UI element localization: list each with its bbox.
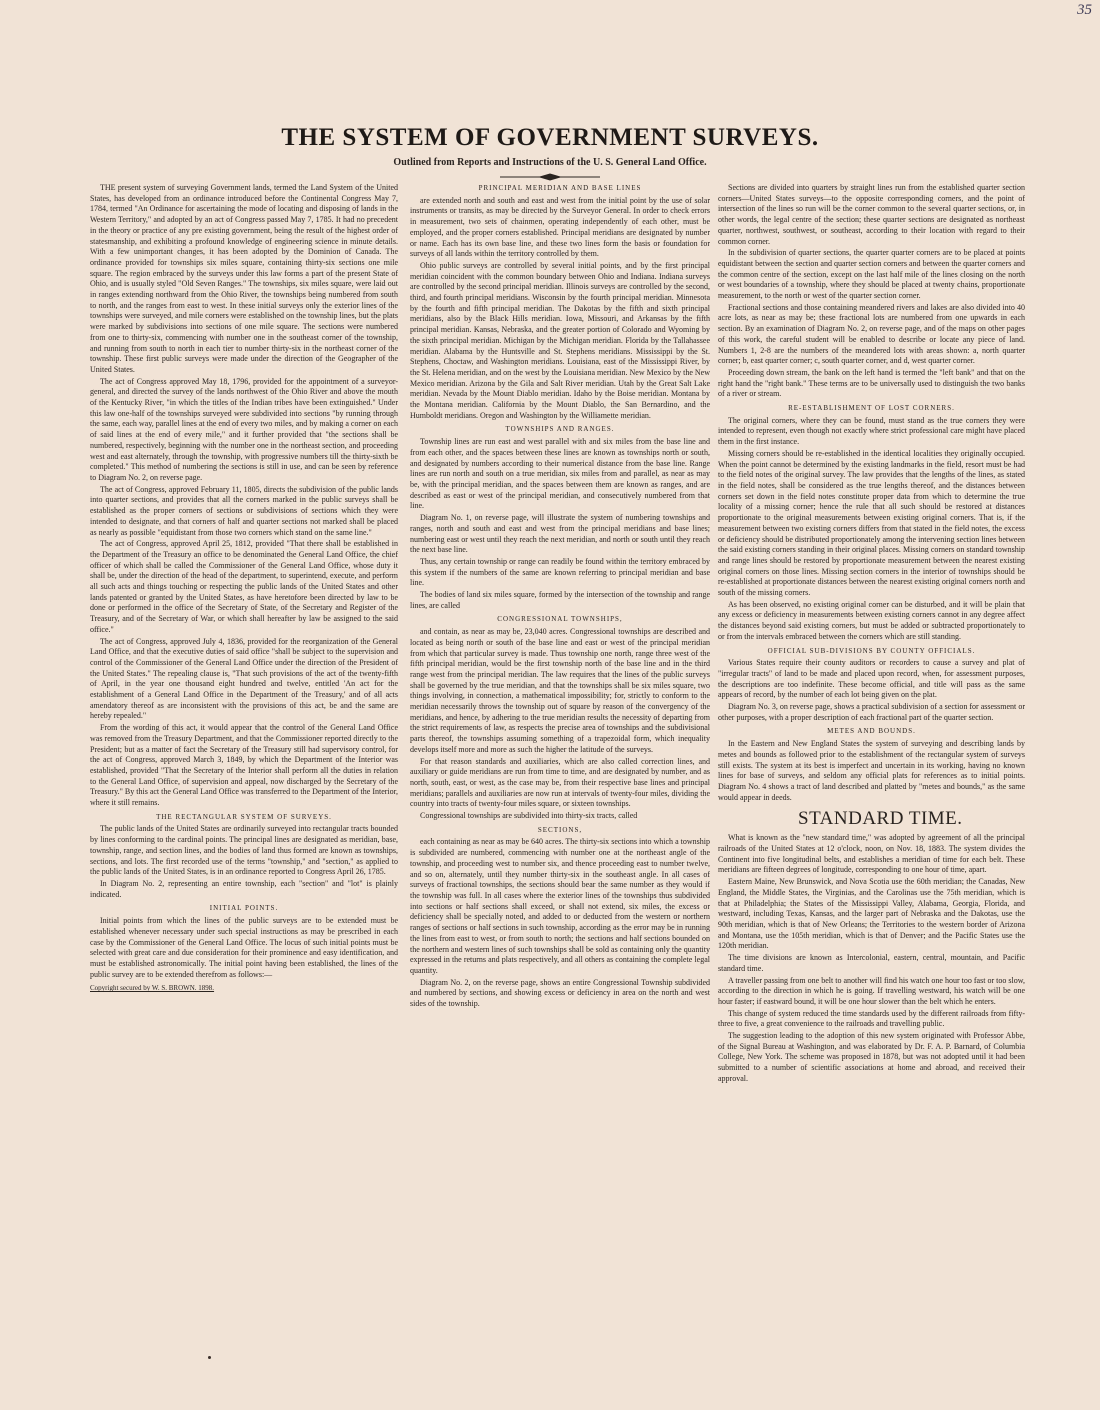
paragraph: THE present system of surveying Government lands, termed the Land System of the United States, has developed from an ordinance introduced before the Continental Congress May 7, 1784, termed "An Ordinance for ascertaining the mode of locating and disposing of lands in the Western Territory," and adopted by an act of Congress passed May 7, 1785. It had no precedent in the theory or practice of any pre existing government, being the result of the highest order of statesmanship, and exhibiting a profound knowledge of engineering science in minute details. With a few unimportant changes, it has been adopted by the Dominion of Canada. The ordinance provided for townships six miles square, containing thirty-six sections one mile square. The region embraced by the surveys under this law forms a part of the present State of Ohio, and is usually styled "Old Seven Ranges." The townships, six miles square, were laid out in ranges extending northward from the Ohio River, the townships being numbered from south to north, and the ranges from east to west. In these initial surveys only the exterior lines of the townships were surveyed, and mile corners were established on the township lines, but the plats were marked by subdivisions into sections of one mile square. The sections were numbered from one to thirty-six, commencing with number one in the southeast corner of the township, and running from south to north in each tier to number thirty-six in the northeast corner of the township. These first public surveys were made under the direction of the Geographer of the United States. <box>90 183 398 374</box>
paragraph: In the Eastern and New England States the system of surveying and describing lands by metes and bounds as followed prior to the establishment of the rectangular system of surveys still exists. The system at its best is imperfect and uncertain in its working, having no known lines for base of surveys, and seldom any official plats for references as to initial points. Diagram No. 4 shows a tract of land described and platted by "metes and bounds," as the same would appear in deeds. <box>718 739 1025 802</box>
paragraph: For that reason standards and auxiliaries, which are also called correction lines, and auxiliary or guide meridians are run from time to time, and are designated by number, and as north, south, east, or west, as the case may be, from their respective base lines and principal meridians; parallels and auxiliaries are now run at intervals of twenty-four miles, dividing the country into tracts of twenty-four miles square, or sixteen townships. <box>410 756 710 809</box>
section-heading: TOWNSHIPS AND RANGES. <box>505 425 615 434</box>
paragraph: and contain, as near as may be, 23,040 acres. Congressional townships are described and located as being north or south of the base line and east or west of the principal meridian from which that particular survey is made. Thus township one north, range three west of the fifth principal meridian, would be the first township north of the base line and in the third range west from the principal meridian. The law requires that the lines of the public surveys shall be governed by the true meridian, and that the townships shall be six miles square, two things involving, in connection, a mathematical impossibility; for, strictly to conform to the meridian necessarily throws the township out of square by reason of the convergency of the meridians, and hence, by adhering to the true meridian results the necessity of departing from the strict requirements of law, as respects the precise area of townships and the subdivisional parts thereof, the townships assuming something of a trapezoidal form, which inequality develops itself more and more as such the higher the latitude of the surveys. <box>410 627 710 754</box>
page-title: THE SYSTEM OF GOVERNMENT SURVEYS. <box>281 124 819 151</box>
paragraph: This change of system reduced the time standards used by the different railroads from fifty-three to five, a great convenience to the railroads and travelling public. <box>718 1008 1025 1029</box>
paragraph: Various States require their county auditors or recorders to cause a survey and plat of "irregular tracts" of land to be made and placed upon record, when, for assessment purposes, the descriptions are too indefinite. These become official, and title will pass as the same appears of record, by the number of each lot being given on the plat. <box>718 658 1025 700</box>
paragraph: The suggestion leading to the adoption of this new system originated with Professor Abbe, of the Signal Bureau at Washington, and was elaborated by Dr. F. A. P. Barnard, of Columbia College, New York. The scheme was proposed in 1878, but was not adopted until it had been submitted to a number of scientific associations at home and abroad, and received their approval. <box>718 1031 1025 1083</box>
text-column-3 <box>718 183 1025 1261</box>
copyright-notice: Copyright secured by W. S. BROWN. 1898. <box>90 984 215 993</box>
paragraph: Missing corners should be re-established in the identical localities they originally occupied. When the point cannot be determined by the existing landmarks in the field, resort must be had to the field notes of the original survey. The law provides that the lengths of the lines, as stated in the field notes, shall be considered as the true lengths thereof, and the distances between corners set down in the field notes constitute proper data from which to determine the true locality of a missing corner; hence the rule that all such should be restored at distances proportionate to the original measurements between existing original corners. That is, if the measurement between two existing corners differs from that stated in the field notes, the excess or deficiency should be distributed proportionately among the intervening section lines between the said existing corners standing in their original places. Missing corners on standard township and range lines should be restored by proportionate measurement between the nearest existing original corners on those lines. Missing section corners in the interior of townships should be re-established at proportionate distances between the nearest existing original corners north and south of the missing corners. <box>718 448 1025 598</box>
section-heading: RE-ESTABLISHMENT OF LOST CORNERS. <box>788 404 955 413</box>
paragraph: Proceeding down stream, the bank on the left hand is termed the "left bank" and that on the right hand the "right bank." These terms are to be universally used to distinguish the two banks of a river or stream. <box>718 367 1025 399</box>
paragraph: are extended north and south and east and west from the initial point by the use of solar instruments or transits, as may be directed by the Surveyor General. In order to check errors in measurement, two sets of chainmen, operating independently of each other, must be employed, and the proper corners established. Principal meridians are designated by number or name. Each has its own base line, and these two lines form the basis or foundation for surveys of all lands within the territory controlled by them. <box>410 195 710 259</box>
section-heading: SECTIONS, <box>537 825 583 834</box>
paragraph: The act of Congress, approved July 4, 1836, provided for the reorganization of the General Land Office, and that the executive duties of said office "shall be subject to the supervision and control of the Commissioner of the General Land Office under the direction of the President of the United States." The repealing clause is, "That such provisions of the act of the twenty-fifth of April, in the year one thousand eight hundred and twelve, entitled 'An act for the establishment of a General Land Office in the Department of the Treasury,' and of all acts amendatory thereof as are inconsistent with the provisions of this act, be and the same are hereby repealed." <box>90 636 398 721</box>
paragraph: The original corners, where they can be found, must stand as the true corners they were intended to represent, even though not exactly where strict professional care might have placed them in the first instance. <box>718 415 1025 447</box>
paragraph: What is known as the "new standard time," was adopted by agreement of all the principal railroads of the United States at 12 o'clock, noon, on Nov. 18, 1883. The system divides the Continent into five longitudinal belts, and establishes a meridian of time for each belt. These meridians are fifteen degrees of longitude, corresponding to one hour of time, apart. <box>718 833 1025 875</box>
paragraph: The bodies of land six miles square, formed by the intersection of the township and range lines, are called <box>410 590 710 610</box>
paragraph: Sections are divided into quarters by straight lines run from the established quarter section corners—United States surveys—to the opposite corresponding corners, and the point of intersection of the lines so run will be the corner common to the several quarter sections, or, in other words, the legal centre of the section; these quarter sections are designated as northeast quarter, northwest, southwest, or southeast, according to their location with regard to their common corner. <box>718 183 1025 246</box>
section-heading: CONGRESSIONAL TOWNSHIPS, <box>497 615 623 624</box>
paragraph: Diagram No. 3, on reverse page, shows a practical subdivision of a section for assessment or other purposes, with a proper description of each fractional part of the quarter section. <box>718 702 1025 722</box>
standard-time-heading: STANDARD TIME. <box>798 808 963 830</box>
section-heading: INITIAL POINTS. <box>209 904 279 913</box>
paragraph: The act of Congress approved May 18, 1796, provided for the appointment of a surveyor-general, and directed the survey of the lands northwest of the Ohio River and above the mouth of the Kentucky River, "in which the titles of the Indian tribes have been extinguished." Under this law one-half of the townships surveyed were subdivided into sections "by running through the same, each way, parallel lines at the end of every two miles, and by making a corner on each of said lines at the end of every mile," and it further provided that "the sections shall be numbered, respectively, beginning with the number one in the northeast section, and proceeding west and east alternately, through the township, with progressive numbers till the thirty-sixth be completed." This method of numbering the sections is still in use, and can be seen by reference to Diagram No. 2, on reverse page. <box>90 376 398 482</box>
ink-dot <box>208 1356 211 1359</box>
paragraph: The public lands of the United States are ordinarily surveyed into rectangular tracts bounded by lines conforming to the cardinal points. The principal lines are designated as meridian, base, township, range, and section lines, and the bodies of land thus formed are known as townships, sections, and lots. The first recorded use of the terms "township," and "section," as applied to the public lands of the United States, is in an ordinance reported to Congress April 26, 1785. <box>90 824 398 877</box>
paragraph: The act of Congress, approved April 25, 1812, provided "That there shall be established in the Department of the Treasury an office to be denominated the General Land Office, the chief officer of which shall be called the Commissioner of the General Land Office, whose duty it shall be, under the direction of the head of the department, to superintend, execute, and perform all such acts and things touching or respecting the public lands of the United States and other lands patented or granted by the United States, as have heretofore been directed by law to be done or performed in the office of the Secretary of State, of the Secretary and Register of the Treasury, and of the Secretary of War, or which shall hereafter by law be assigned to the said office." <box>90 539 398 634</box>
section-heading: PRINCIPAL MERIDIAN AND BASE LINES <box>478 184 642 192</box>
paragraph: each containing as near as may be 640 acres. The thirty-six sections into which a township is subdivided are numbered, commencing with number one at the northeast angle of the township, and proceeding west to number six, and thence proceeding east to number twelve, and so on, alternately, until they number thirty-six in the southeast angle. In all cases of surveys of fractional townships, the sections should bear the same number as they would if the township was full. In all cases where the exterior lines of the townships thus subdivided into sections or half sections shall exceed, or shall not extend, six miles, the excess or deficiency shall be specially noted, and added to or deducted from the western or northern ranges of sections or half sections in such township, according as the error may be in running the lines from east to west, or from south to north; the sections and half sections bounded on the northern and western lines of such townships shall be sold as containing only the quantity expressed in the returns and plats respectively, and all others as containing the complete legal quantity. <box>410 837 710 975</box>
paragraph: As has been observed, no existing original corner can be disturbed, and it will be plain that any excess or deficiency in measurements between existing corners cannot in any degree affect the distances beyond said existing corners, but must be added or subtracted proportionately to or from the intervals embraced between the corners which are still standing. <box>718 599 1025 641</box>
paragraph: Eastern Maine, New Brunswick, and Nova Scotia use the 60th meridian; the Canadas, New England, the Middle States, the Virginias, and the Carolinas use the 75th meridian, which is that at Philadelphia; the States of the Mississippi Valley, Alabama, Georgia, Florida, and westward, including Texas, Kansas, and the larger part of Nebraska and the Dakotas, use the 90th meridian, which is that of New Orleans; the Territories to the western border of Arizona and Montana, use the 105th meridian, which is that of Denver; and the Pacific States use the 120th meridian. <box>718 877 1025 951</box>
paragraph: Ohio public surveys are controlled by several initial points, and by the first principal meridian coincident with the common boundary between Ohio and Indiana. Indiana surveys are controlled by the second principal meridian. Illinois surveys are controlled by the second, third, and fourth principal meridians. Wisconsin by the fourth principal meridian. Minnesota by the fourth and fifth principal meridian. The Dakotas by the fifth and sixth principal meridians, also by the Black Hills meridian. Iowa, Missouri, and Arkansas by the fifth principal meridian. Kansas, Nebraska, and the greater portion of Colorado and Wyoming by the sixth principal meridian. Michigan by the Michigan meridian. Florida by the Tallahassee meridian. Alabama by the Huntsville and St. Stephens meridians. Mississippi by the St. Stephens, Choctaw, and Washington meridians. Louisiana, east of the Mississippi River, by the St. Helena meridian, and on the west by the Louisiana meridian. New Mexico by the New Mexico meridian. Arizona by the Gila and Salt River meridian. Utah by the Great Salt Lake meridian. Nevada by the Mount Diablo meridian. Idaho by the Boise meridian. Montana by the Montana meridian. California by the Mount Diablo, the San Bernardino, and the Humboldt meridians. Oregon and Washington by the Williamette meridian. <box>410 260 710 420</box>
paragraph: Diagram No. 2, on the reverse page, shows an entire Congressional Township subdivided and numbered by sections, and showing excess or deficiency in area on the north and west sides of the township. <box>410 977 710 1009</box>
paragraph: Fractional sections and those containing meandered rivers and lakes are also divided into 40 acre lots, as near as may be; these fractional lots are numbered from one upwards in each section. By an examination of Diagram No. 2, on reverse page, and of the maps on other pages of this work, the careful student will be enabled to describe or locate any piece of land. Numbers 1, 2-8 are the numbers of the meandered lots with areas shown: a, north quarter corner; b, east quarter corner; c, south quarter corner, and d, west quarter corner. <box>718 302 1025 366</box>
paragraph: Initial points from which the lines of the public surveys are to be extended must be established whenever necessary under such special instructions as may be prescribed in each case by the Commissioner of the General Land Office. The locus of such initial points must be selected with great care and due consideration for their prominence and easy identification, and must be established astronomically. The initial point having been established, the lines of the public survey are to be extended therefrom as follows:— <box>90 916 398 979</box>
paragraph: The act of Congress, approved February 11, 1805, directs the subdivision of the public lands into quarter sections, and provides that all the corners marked in the public surveys shall be established as the proper corners of sections or subdivisions of sections which they were intended to designate, and that corners of half and quarter sections not marked shall be placed as nearly as possible "equidistant from those two corners which stand on the same line." <box>90 484 398 537</box>
paragraph: A traveller passing from one belt to another will find his watch one hour too fast or too slow, according to the direction in which he is going. If travelling westward, his watch will be one hour faster; if eastward bound, it will be one hour slower than the belt which he enters. <box>718 975 1025 1006</box>
paragraph: In the subdivision of quarter sections, the quarter quarter corners are to be placed at points equidistant between the section and quarter section corners and between the quarter corners and the common centre of the section, except on the last half mile of the lines closing on the north or west boundaries of a township, where they should be placed at twenty chains, proportionate measurement, to the north or west of the quarter section corner. <box>718 248 1025 301</box>
paragraph: From the wording of this act, it would appear that the control of the General Land Office was removed from the Treasury Department, and that the Commissioner reported directly to the President; but as a matter of fact the Secretary of the Treasury still had supervisory control, for the act of Congress, approved March 3, 1849, by which the Department of the Interior was established, provided "That the Secretary of the Interior shall perform all the duties in relation to the General Land Office, of supervision and appeal, now discharged by the Secretary of the Treasury." By this act the General Land Office was transferred to the Department of the Interior, where it still remains. <box>90 723 398 808</box>
paragraph: Congressional townships are subdivided into thirty-six tracts, called <box>420 811 638 821</box>
page-subtitle: Outlined from Reports and Instructions of the U. S. General Land Office. <box>393 157 707 168</box>
section-heading: OFFICIAL SUB-DIVISIONS BY COUNTY OFFICIALS. <box>767 646 976 655</box>
ornament-divider <box>498 172 602 182</box>
paragraph: Diagram No. 1, on reverse page, will illustrate the system of numbering townships and ranges, north and south and east and west from the principal meridians and base lines; numbering east or west until they reach the next meridian, and north or south until they reach the next base line. <box>410 513 710 555</box>
page-number: 35 <box>1077 2 1092 18</box>
text-column-1 <box>90 183 398 1273</box>
paragraph: Thus, any certain township or range can readily be found within the territory embraced by this system if the numbers of the same are known referring to principal meridian and base line. <box>410 556 710 588</box>
paragraph: In Diagram No. 2, representing an entire township, each "section" and "lot" is plainly indicated. <box>90 879 398 899</box>
paragraph: The time divisions are known as Intercolonial, eastern, central, mountain, and Pacific standard time. <box>718 953 1025 973</box>
text-column-2 <box>410 183 710 1255</box>
section-heading: THE RECTANGULAR SYSTEM OF SURVEYS. <box>156 812 332 821</box>
paragraph: Township lines are run east and west parallel with and six miles from the base line and from each other, and the spaces between these lines are known as townships north or south, and designated by numbers according to their numerical distance from the base line. Range lines are run north and south on a true meridian, six miles from and parallel, as near as may be, with the principal meridian, and the spaces between them are known as ranges, and are described as east or west of the principal meridian, and consecutively numbered from that line. <box>410 437 710 511</box>
section-heading: METES AND BOUNDS. <box>827 727 916 736</box>
